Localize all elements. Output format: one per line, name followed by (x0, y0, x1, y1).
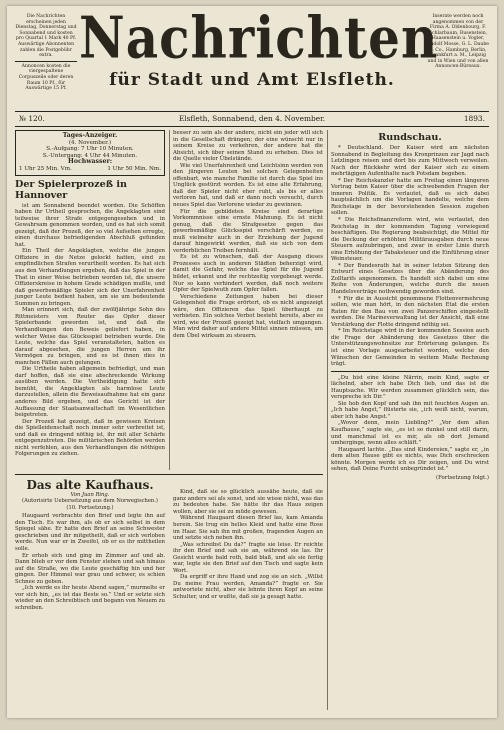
issue-year: 1893. (463, 114, 485, 123)
rundschau-headline: Rundschau. (378, 132, 442, 143)
tide-box (15, 130, 165, 176)
column-divider (327, 130, 328, 710)
story-paragraph: Sie hob den Kopf und sah ihn mit feuchten Augen an. „Ich habe Angst,” flüsterte sie, „ich weiß nicht, warum, aber ich habe Angst.” (331, 400, 489, 420)
tide-box-date: (4. November.) (68, 139, 112, 146)
story-title: Das alte Kaufhaus. (26, 478, 154, 492)
story-paragraph: „Du bist eine kleine Närrin, mein Kind, sagte er lächelnd, aber ich habe Dich lieb, und das ist die Hauptsache. Wir werden zusammen glücklich sein, das verspreche ich Dir.” (331, 374, 489, 401)
column-1 (15, 130, 165, 458)
story-paragraph: „Ich werde es ihr heute Abend sagen,” murmelte er vor sich hin, „es ist das Beste so.” Und er setzte sich wieder an den Schreibtisch und begann von Neuem zu schreiben. (15, 585, 165, 611)
article-paragraph: * Der Bundesrath hat in seiner letzten Sitzung den Entwurf eines Gesetzes über die Abänderung des Zolltarifs angenommen. Es handelt sich dabei um eine Reihe von Änderungen, welche durch die neuen Handelsverträge nothwendig geworden sind. (331, 262, 489, 296)
continued-note: (Fortsetzung folgt.) (435, 474, 489, 481)
story-author: Von Juan Ring. (70, 492, 110, 498)
article-paragraph: Es ist zu wünschen, daß der Ausgang dieses Prozesses auch in anderen Städten beherzigt wird, damit die Gefahr, welche das Spiel für die Jugend bildet, erkannt und ihr rechtzeitig vorgebeugt werde. Nur so kann verhindert werden, daß noch weitere Opfer der Spielwuth zum Opfer fallen. (173, 254, 323, 294)
subscription-info-text: Die Nachrichten erscheinen jeden Dienstag, Donnerstag und Sonnabend und kosten pro Quartal 1 Mark 40 Pf. Auswärtige Abonnenten zahlen die Postgebühr extra. (15, 14, 77, 59)
newspaper-subtitle: für Stadt und Amt Elsfleth. (109, 70, 395, 90)
story-paragraph: Kind, daß sie so glücklich aussähe heute, daß sie ganz anders sei als sonst, und sie wisse nicht, was das zu bedeuten habe. Sie hätte ihr das Haus zeigen wollen, aber sie sei zu müde gewesen. (173, 489, 323, 515)
feuilleton-section (15, 474, 323, 611)
article-paragraph: Man erinnert sich, daß der zwölfjährige Sohn des Rittmeisters von Reuter das Opfer dieser Spielerbande geworden ist, und daß die Verhandlungen den Beweis geliefert haben, in welcher Weise das Glücksspiel betrieben wurde. Die Leute, welche das Spiel veranstalteten, hatten es darauf abgesehen, die jungen Herren um ihr Vermögen zu bringen, und es ist ihnen dies in manchen Fällen auch gelungen. (15, 307, 165, 366)
subscription-info-box (15, 14, 77, 94)
story-paragraph: Haugaard verbrachte den Brief und legte ihn auf den Tisch. Es war ihm, als ob er sich selbst in dem Spiegel sähe. Er hatte den Brief an seine Schwester geschrieben und ihr mitgetheilt, daß er sich verloben werde. Nun war er in Zweifel, ob er es ihr mittheilen solle. (15, 513, 165, 552)
story-column-2 (173, 489, 323, 600)
article-paragraph: * Deutschland. Der Kaiser wird am nächsten Sonnabend in Begleitung des Kronprinzen zur Jagd nach Letzlingen reisen und dort bis zum Mittwoch verweilen. Nach der Rückkehr wird der Kaiser sich zu einem mehrtägigen Aufenthalte nach Potsdam begeben. (331, 145, 489, 178)
article-paragraph: Für die gebildeten Kreise sind derartige Vorkommnisse eine ernste Mahnung. Es ist nicht genug, daß die Strafgesetze gegen das gewerbsmäßige Glücksspiel verschärft werden, es muß vielmehr auch in der Erziehung der Jugend darauf hingewirkt werden, daß sie sich von dem verderblichen Treiben fernhält. (173, 208, 323, 254)
high-water-am: 1 Uhr 25 Min. Vm. (19, 165, 72, 172)
article-paragraph: * Die Reichsfinanzreform wird, wie verlautet, den Reichstag in der kommenden Tagung vorwiegend beschäftigen. Die Regierung beabsichtigt, die Mittel für die Deckung der erhöhten Militärausgaben durch neue Steuern aufzubringen, und zwar in erster Linie durch eine Erhöhung der Tabaksteuer und die Einführung einer Weinsteuer. (331, 217, 489, 263)
advertising-agents-text: Inserate werden noch angenommen von der Firma A. Oldenbourg, F. Schlarbaum, Rusenstein, Haasenstein u. Vogler, Rudolf Mosse, G. L. Daube u. Co., Hamburg, Berlin, Frankfurt a. M., Leipzig und in Wien und von allen Annoncen-Büreaux. (427, 14, 490, 70)
column-2 (173, 130, 323, 340)
article-paragraph: Die Urtheile haben allgemein befriedigt, und man darf hoffen, daß sie eine abschreckende Wirkung ausüben werden. Die Vertheidigung hatte sich bemüht, die Angeklagten als harmlose Leute darzustellen, allein die Beweisaufnahme hat ein ganz anderes Bild ergeben, und das Gericht ist der Auffassung der Staatsanwaltschaft im Wesentlichen beigetreten. (15, 366, 165, 419)
article-paragraph: * Im Reichstage wird in der kommenden Session auch die Frage der Abänderung des Gesetzes über die Unterstützungswohnsitze zur Erörterung gelangen. Es ist eine Vorlage ausgearbeitet worden, welche den Wünschen der Gemeinden in weitem Maße Rechnung trägt. (331, 328, 489, 368)
high-water-heading: Hochwasser: (67, 158, 113, 166)
article-headline: Der Spielerprozeß in Hannover (15, 178, 127, 201)
advertising-agents-box (427, 14, 489, 72)
dateline (15, 111, 489, 127)
column-divider (169, 130, 170, 470)
high-water-pm: 1 Uhr 50 Min. Nm. (107, 165, 161, 172)
column-3 (331, 130, 489, 481)
article-paragraph: ist am Sonnabend beendet worden. Die Schöffen haben ihr Urtheil gesprochen, die Angeklagten sind teilweise ihrer Strafe entgegengesehen und in Gewahrsam genommen worden, und es hat sich somit gezeigt, daß der Prozeß, der so viel Aufsehen erregte, einen durchaus befriedigenden Abschluß gefunden hat. (15, 202, 165, 248)
masthead (79, 6, 439, 90)
story-part: (10. Fortsetzung.) (66, 504, 114, 511)
story-paragraph: „Was schreibst Du da?” fragte sie leise. Er reichte ihr den Brief und sah sie an, während sie las. Ihr Gesicht wurde bald roth, bald blaß, und als sie fertig war, legte sie den Brief auf den Tisch und sagte kein Wort. (173, 541, 323, 574)
story-paragraph: „Wovor denn, mein Liebling?” „Vor dem alten Kaufhause,” sagte sie, „es ist so dunkel und still darin, und manchmal ist es mir, als ob dort Jemand umherginge, wenn alles schläft.” (331, 420, 489, 447)
newspaper-title: Nachrichten (79, 6, 439, 72)
story-paragraph: Da ergriff er ihre Hand und zog sie an sich. „Willst Du meine Frau werden, Amanda?” fragte er. Sie antwortete nicht, aber sie lehnte ihren Kopf an seine Schulter, und er wußte, daß sie ja gesagt hatte. (173, 574, 323, 600)
article-paragraph: Wie viel Unerfahrenheit und Leichtsinn werden von den jüngeren Leuten bei solchen Gelegenheiten offenbart, wie manche Familie ist durch das Spiel ins Unglück gestürzt worden. Es ist eine alte Erfahrung, daß der Spieler nicht eher ruht, als bis er alles verloren hat, und daß er dann noch versucht, durch neues Spiel das Verlorene wieder zu gewinnen. (173, 162, 323, 209)
story-paragraph: Haugaard lachte. „Das sind Kindereien,” sagte er, „in dem alten Hause gibt es nichts, was Dich erschrecken könnte. Morgen werde ich es Dir zeigen, und Du wirst sehen, daß Deine Furcht unbegründet ist.” (331, 446, 489, 473)
tide-box-heading: Tages-Anzeiger. (62, 132, 118, 139)
story-column-1 (15, 513, 165, 611)
article-paragraph: * Für die in Aussicht genommene Flottenvermehrung sollen, wie man hört, in den nächsten Etat die ersten Raten für den Bau von zwei Panzerschiffen eingestellt werden. Die Marineverwaltung ist der Ansicht, daß eine Verstärkung der Flotte dringend nöthig sei. (331, 295, 489, 328)
ad-price-text: Annoncen kosten die viergespaltene Corpuszeile oder deren Raum 10 Pf., für Auswärtige 15 Pf. (18, 63, 74, 92)
article-paragraph: * Der Reichskanzler hatte am Freitag einen längeren Vortrag beim Kaiser über die schwebenden Fragen der inneren Politik. Es verlautet, daß es sich dabei hauptsächlich um die Vorlagen handelte, welche dem Reichstage in der bevorstehenden Session zugehen sollen. (331, 177, 489, 217)
article-paragraph: Ein Theil der Angeklagten, welche die jungen Offiziere in die Netze gelockt hatten, sind zu empfindlichen Strafen verurtheilt worden. Es hat sich aus den Verhandlungen ergeben, daß das Spiel in der That in einer Weise betrieben worden ist, die unsere Offizierskreise in hohem Grade schädigen mußte, und daß gewerbsmäßige Spieler sich der Unerfahrenheit junger Leute bedient haben, um sie um bedeutende Summen zu bringen. (15, 248, 165, 307)
issue-number: № 120. (19, 114, 45, 123)
story-paragraph: Er erhob sich und ging im Zimmer auf und ab. Dann blieb er vor dem Fenster stehen und sah hinaus auf die Straße, wo die Leute geschäftig hin und her gingen. Der Himmel war grau und schwer, es schien Schnee zu geben. (15, 552, 165, 585)
place-date: Elsfleth, Sonnabend, den 4. November. (178, 114, 326, 123)
sunset-time: S.-Untergang: 4 Uhr 44 Minuten. (42, 152, 138, 159)
story-translation-note: (Autorisirte Uebersetzung aus dem Norwegischen.) (22, 498, 158, 505)
sunrise-time: S.-Aufgang: 7 Uhr 10 Minuten. (46, 146, 134, 153)
article-paragraph: besser zu sein als der andere, nicht ein jeder will sich in die Gesellschaft drängen; der eine wünscht nur in seinem Kreise zu verkehren, der andere hat die Absicht, sich über seinen Stand zu erheben. Dies ist die Quelle vieler Übelstände. (173, 130, 323, 163)
article-paragraph: Der Prozeß hat gezeigt, daß in gewissen Kreisen die Spielleidenschaft noch immer sehr verbreitet ist, und daß es dringend nöthig ist, ihr mit aller Schärfe entgegenzutreten. Die militärischen Behörden werden nicht verfehlen, aus den Verhandlungen die nöthigen Folgerungen zu ziehen. (15, 418, 165, 458)
story-paragraph: Während Haugaard diesen Brief las, kam Amanda herein. Sie trug ein helles Kleid und hatte eine Rose im Haar. Sie sah ihn mit großen, fragenden Augen an und setzte sich neben ihn. (173, 515, 323, 542)
article-paragraph: Verschiedene Zeitungen haben bei dieser Gelegenheit die Frage erörtert, ob es nicht angezeigt wäre, den Offizieren das Spiel überhaupt zu verbieten. Ein solches Verbot besteht bereits, aber es wird, wie der Prozeß gezeigt hat, vielfach umgangen. Man wird daher auf andere Mittel sinnen müssen, um dem Übel wirksam zu steuern. (173, 293, 323, 339)
newspaper-page (7, 6, 497, 718)
